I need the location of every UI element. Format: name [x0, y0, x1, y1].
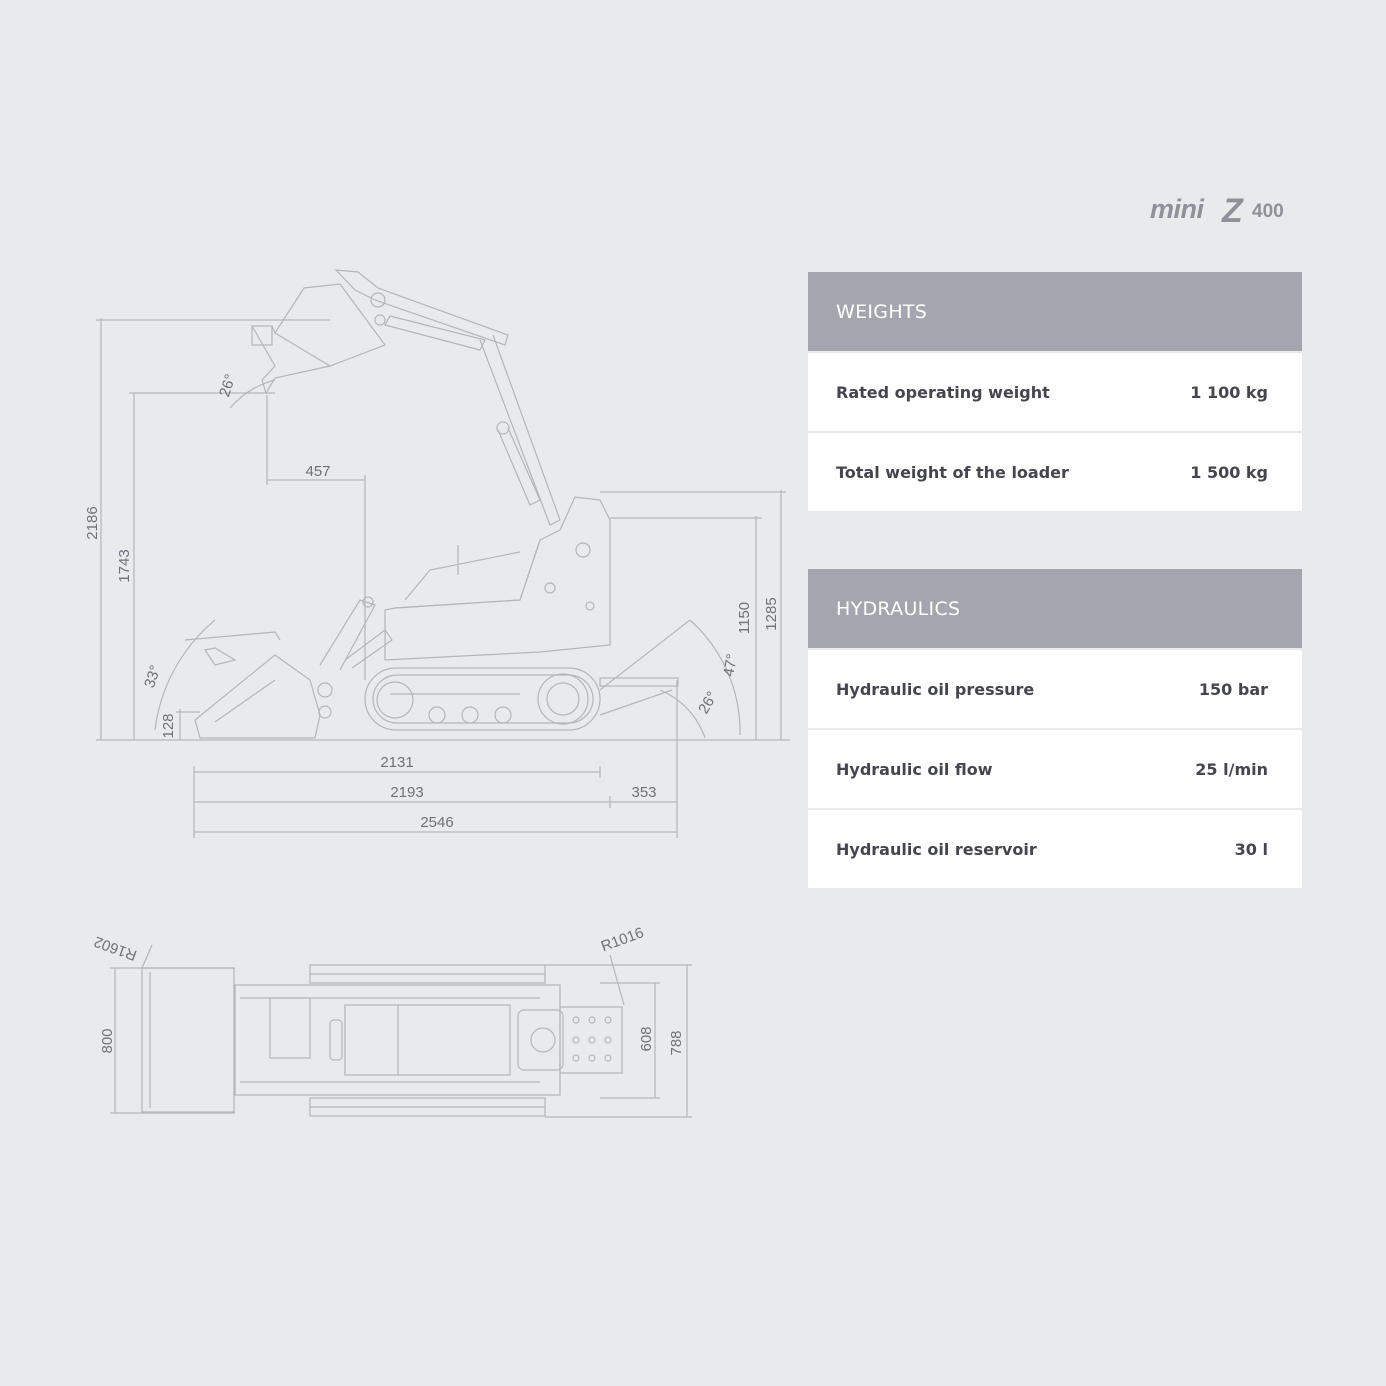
spec-row [808, 810, 1302, 888]
side-view-dimension-lines [96, 318, 790, 838]
dim-platform-length: 353 [631, 784, 657, 801]
top-view-dimension-lines [110, 945, 692, 1117]
brand-logo [1150, 192, 1306, 226]
dim-overall-height: 1285 [763, 597, 780, 631]
top-view-loader [142, 965, 622, 1116]
dim-angle-rollback: 33° [141, 663, 165, 691]
logo-model-text: 400 [1252, 201, 1284, 222]
dim-pin-height: 1743 [116, 549, 133, 583]
dim-bucket-width: 800 [99, 1028, 116, 1054]
spec-row [808, 353, 1302, 431]
hydraulics-header: HYDRAULICS [808, 569, 1302, 648]
dim-reach: 457 [305, 463, 331, 480]
spec-value: 25 l/min [1195, 759, 1268, 779]
dim-angle-26: 26° [695, 688, 722, 717]
dim-overall-width: 788 [668, 1030, 685, 1056]
logo-z-text: Z [1222, 192, 1243, 226]
dim-track-width: 608 [638, 1026, 655, 1052]
spec-label: Hydraulic oil reservoir [836, 839, 1037, 859]
dim-rear-radius: R1016 [598, 924, 647, 956]
spec-value: 1 100 kg [1190, 382, 1268, 402]
dim-machine-height: 1150 [736, 601, 753, 635]
dim-angle-bucket-top: 26° [216, 372, 240, 400]
spec-label: Hydraulic oil pressure [836, 679, 1035, 699]
spec-value: 30 l [1234, 839, 1268, 859]
side-view-loader [185, 270, 678, 738]
spec-row [808, 730, 1302, 808]
dim-bucket-ground: 128 [160, 713, 177, 739]
spec-label: Hydraulic oil flow [836, 759, 993, 779]
dim-bucket-radius: R1602 [91, 932, 140, 964]
dim-length-2193: 2193 [390, 784, 424, 801]
logo-mini-text: mini [1150, 194, 1204, 224]
spec-row [808, 650, 1302, 728]
dim-length-2131: 2131 [380, 754, 414, 771]
spec-value: 150 bar [1198, 679, 1268, 699]
spec-value: 1 500 kg [1190, 462, 1268, 482]
spec-label: Rated operating weight [836, 382, 1050, 402]
spec-row [808, 433, 1302, 511]
weights-panel [808, 272, 1302, 511]
dim-max-height: 2186 [84, 506, 101, 540]
weights-header: WEIGHTS [808, 272, 1302, 351]
spec-label: Total weight of the loader [836, 462, 1069, 482]
hydraulics-panel [808, 569, 1302, 888]
dim-overall-length: 2546 [420, 814, 454, 831]
dim-angle-47: 47° [720, 652, 741, 678]
